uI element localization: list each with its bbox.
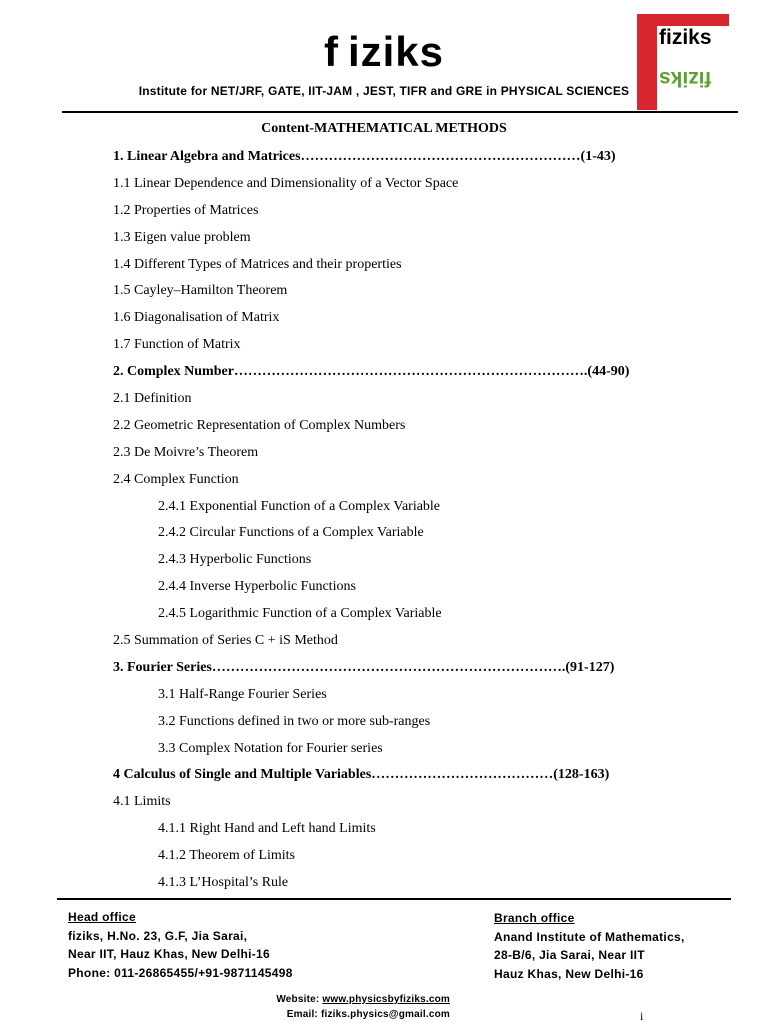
head-office-phone: Phone: 011-26865455/+91-9871145498 [68,965,293,980]
toc-entry-text: 3.1 Half-Range Fourier Series [158,686,327,702]
head-office-line: fiziks, H.No. 23, G.F, Jia Sarai, [68,928,248,943]
email-line [220,1007,450,1022]
toc-chapter [0,146,768,173]
toc-entry-text: 2.5 Summation of Series C + iS Method [113,633,338,649]
toc-entry [0,280,768,307]
toc-chapter [0,657,768,684]
toc-entry-text: 2.4.3 Hyperbolic Functions [158,552,312,568]
website-link[interactable]: www.physicsbyfiziks.com [322,994,450,1005]
fiziks-logo [637,14,729,110]
toc-entry-text: 2.4.2 Circular Functions of a Complex Variable [158,525,424,541]
header-divider [62,111,738,113]
branch-office-title: Branch office [494,911,575,925]
toc-entry [0,200,768,227]
toc-entry [0,334,768,361]
toc-entry-text: 2.4.4 Inverse Hyperbolic Functions [158,579,356,595]
toc-entry-text: 2.3 De Moivre’s Theorem [113,444,259,460]
brand-title-f: f [323,28,339,75]
toc-entry [0,603,768,630]
toc-entry-text: 2.1 Definition [113,391,192,407]
toc-entry-text: 3. Fourier Series………………………………………………………………….(91-127) [113,659,615,675]
toc-entry [0,173,768,200]
toc-entry [0,388,768,415]
toc-entry [0,872,768,899]
toc-entry [0,738,768,765]
toc-entry [0,227,768,254]
toc-entry-text: 2. Complex Number………………………………………………………………….(44-90) [113,364,630,380]
toc-entry-text: 2.2 Geometric Representation of Complex Numbers [113,417,406,433]
toc-entry [0,711,768,738]
toc-entry [0,522,768,549]
logo-bar-vertical [637,14,657,110]
toc-entry-text: 1. Linear Algebra and Matrices……………………………………………………(1-43) [113,149,616,164]
toc-entry [0,818,768,845]
toc-chapter [0,764,768,791]
toc-entry [0,791,768,818]
toc-entry-text: 4.1 Limits [113,794,171,810]
toc-entry-text: 4.1.3 L’Hospital’s Rule [158,875,289,891]
head-office-block [68,908,293,982]
branch-office-line: 28-B/6, Jia Sarai, Near IIT [494,948,645,962]
toc-entry-text: 1.4 Different Types of Matrices and their properties [113,256,402,272]
toc-entry-text: 1.3 Eigen value problem [113,229,251,245]
toc-entry-text: 4 Calculus of Single and Multiple Variables…………………………………(128-163) [113,767,610,783]
branch-office-block [494,909,685,983]
logo-wordmark: fiziks [659,26,712,49]
toc-entry [0,442,768,469]
toc-entry-text: 1.2 Properties of Matrices [113,202,259,218]
head-office-line: Near IIT, Hauz Khas, New Delhi-16 [68,947,270,961]
website-line [220,992,450,1007]
toc-entry [0,630,768,657]
toc-entry-text: 3.2 Functions defined in two or more sub-ranges [158,713,431,729]
toc-entry [0,576,768,603]
toc-entry [0,549,768,576]
toc-entry [0,307,768,334]
table-of-contents [0,146,768,899]
toc-entry [0,496,768,523]
toc-entry-text: 1.7 Function of Matrix [113,337,241,353]
toc-entry-text: 3.3 Complex Notation for Fourier series [158,740,383,756]
email-label: Email: [286,1009,321,1020]
toc-entry-text: 2.4.1 Exponential Function of a Complex Variable [158,498,441,514]
toc-entry [0,415,768,442]
branch-office-line: Hauz Khas, New Delhi-16 [494,966,644,981]
toc-entry-text: 4.1.1 Right Hand and Left hand Limits [158,821,376,837]
toc-entry-text: 1.6 Diagonalisation of Matrix [113,310,280,326]
website-label: Website: [276,994,323,1005]
toc-chapter [0,361,768,388]
toc-entry [0,254,768,281]
toc-entry-text: 2.4 Complex Function [113,471,239,487]
footer-divider [57,898,731,900]
brand-title-rest: iziks [347,28,445,75]
toc-entry [0,469,768,496]
toc-entry [0,845,768,872]
institute-tagline: Institute for NET/JRF, GATE, IIT-JAM , JEST, TIFR and GRE in PHYSICAL SCIENCES [138,84,630,98]
toc-entry-text: 1.5 Cayley–Hamilton Theorem [113,283,288,299]
toc-entry-text: 4.1.2 Theorem of Limits [158,848,295,864]
email-link[interactable]: fiziks.physics@gmail.com [320,1009,450,1020]
branch-office-line: Anand Institute of Mathematics, [494,929,685,944]
toc-entry-text: 2.4.5 Logarithmic Function of a Complex Variable [158,606,442,622]
contact-block [220,992,450,1022]
logo-bar-horizontal [637,14,729,26]
content-heading: Content-MATHEMATICAL METHODS [261,121,507,136]
page-number: i [640,1009,644,1023]
logo-mirror-wordmark: fiziks [659,67,712,90]
toc-entry-text: 1.1 Linear Dependence and Dimensionality of a Vector Space [113,175,459,191]
toc-entry [0,684,768,711]
head-office-title: Head office [68,910,136,924]
